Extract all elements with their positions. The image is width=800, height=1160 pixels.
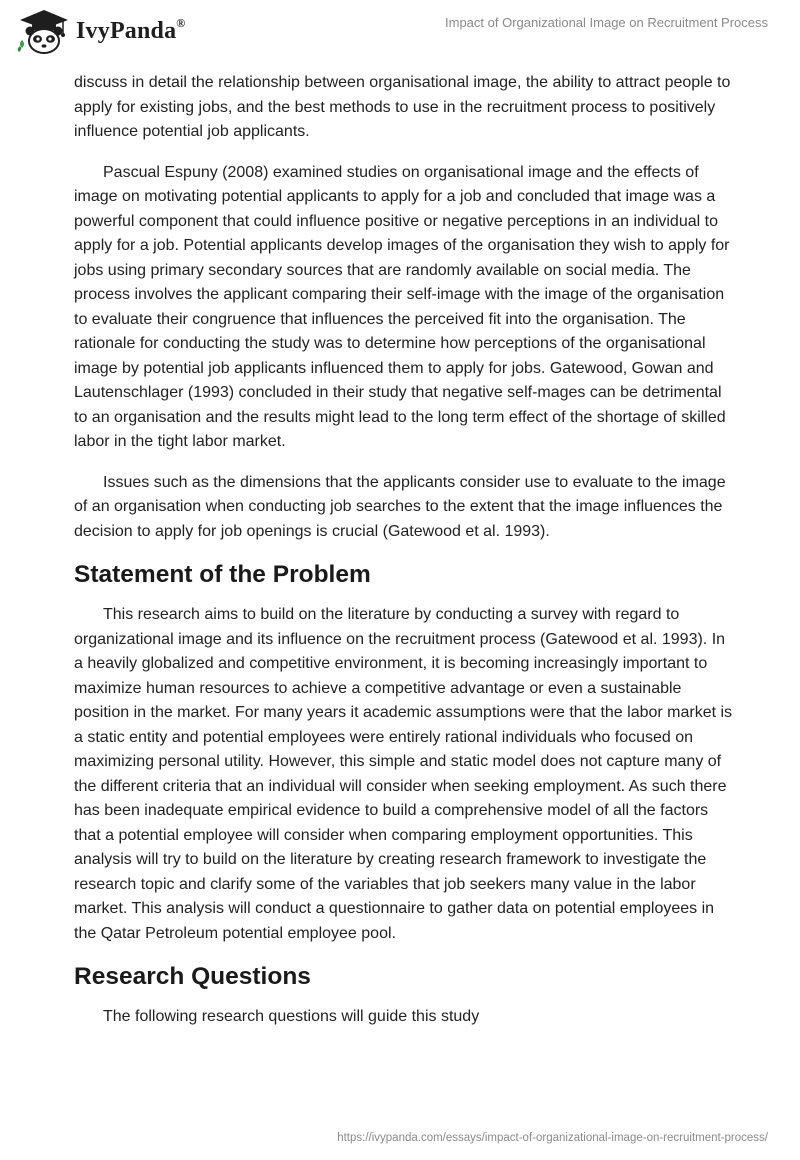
- paragraph-problem: This research aims to build on the literature by conducting a survey with regard to organizational image and its influence on the recruitment process (Gatewood et al. 1993). In a heavily globalized and competitive environment, it is becoming increasingly important to maximize human resources to achieve a competitive advantage or even a sustainable position in the market. For many years it academic assumptions were that the labor market is a static entity and potential employees were entirely rational individuals who focused on maximizing personal utility. However, this simple and static model does not capture many of the different criteria that an individual will consider when seeking employment. As such there has been inadequate empirical evidence to build a comprehensive model of all the factors that a potential employee will consider when comparing employment opportunities. This analysis will try to build on the literature by creating research framework to investigate the research topic and clarify some of the variables that job seekers many value in the labor market. This analysis will conduct a questionnaire to gather data on potential employees in the Qatar Petroleum potential employee pool.: [74, 606, 733, 942]
- paragraph-dimensions: Issues such as the dimensions that the applicants consider use to evaluate to the image of an organisation when conducting job searches to the extent that the image influences the decision to apply for job openings is crucial (Gatewood et al. 1993).: [74, 473, 726, 540]
- heading-statement-of-problem: Statement of the Problem: [74, 561, 371, 588]
- heading-research-questions: Research Questions: [74, 963, 311, 990]
- ivypanda-logo[interactable]: [16, 8, 185, 54]
- document-title: Impact of Organizational Image on Recruitment Process: [445, 15, 768, 30]
- source-url[interactable]: https://ivypanda.com/essays/impact-of-organizational-image-on-recruitment-process/: [337, 1132, 768, 1144]
- brand-name: IvyPanda®: [76, 15, 186, 44]
- page-header: [0, 0, 800, 62]
- paragraph-espuny: Pascual Espuny (2008) examined studies on organisational image and the effects of image on motivating potential applicants to apply for a job and concluded that image was a powerful component that could influence positive or negative perceptions in an individual to apply for a job. Potential applicants develop images of the organisation they wish to apply for jobs using primary secondary sources that are randomly available on social media. The process involves the applicant comparing their self-image with the image of the organisation to evaluate their congruence that influences the perceived fit into the organisation. The rationale for conducting the study was to determine how perceptions of the organisational image by potential job applicants influenced them to apply for jobs. Gatewood, Gowan and Lautenschlager (1993) concluded in their study that negative self-mages can be detrimental to an organisation and the results might lead to the long term effect of the shortage of skilled labor in the tight labor market.: [74, 163, 730, 450]
- paragraph-continuation: discuss in detail the relationship between organisational image, the ability to attract people to apply for existing jobs, and the best methods to use in the recruitment process to positively influence potential job applicants.: [74, 74, 731, 140]
- essay-body: [74, 71, 734, 1046]
- paragraph-questions-intro: The following research questions will guide this study: [103, 1008, 480, 1025]
- panda-graduate-icon: [16, 8, 72, 54]
